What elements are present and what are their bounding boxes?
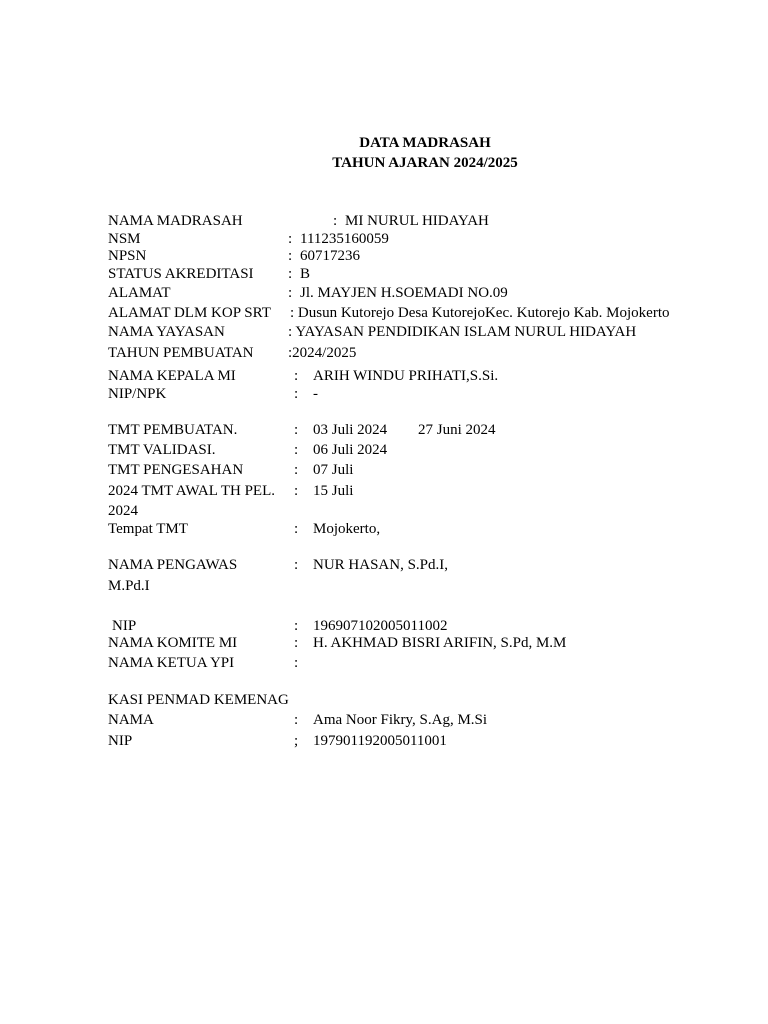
tempat-tmt-value: Mojokerto, — [313, 521, 381, 537]
alamat-separator: : — [288, 285, 293, 301]
nip-npk-value: - — [313, 386, 318, 402]
tmt-awal-wrap-text: 2024 — [108, 503, 138, 519]
nama-kepala-separator: : — [294, 368, 299, 384]
nsm-value: 111235160059 — [300, 231, 389, 247]
alamat-label: ALAMAT — [108, 285, 171, 301]
npsn-separator: : — [288, 248, 293, 264]
nama-ketua-ypi-separator: : — [294, 655, 299, 671]
tmt-pembuatan-label: TMT PEMBUATAN. — [108, 422, 238, 438]
nsm-separator: : — [288, 231, 293, 247]
nip-pengawas-label: NIP — [112, 618, 137, 634]
nama-komite-label: NAMA KOMITE MI — [108, 635, 238, 651]
tmt-pembuatan-separator: : — [294, 422, 299, 438]
nama-ketua-ypi-label: NAMA KETUA YPI — [108, 655, 235, 671]
nama-pengawas-wrap-text: M.Pd.I — [108, 578, 150, 594]
kasi-nip-value: 197901192005011001 — [313, 733, 447, 749]
tmt-pengesahan-value: 07 Juli — [313, 462, 354, 478]
kasi-nip-label: NIP — [108, 733, 133, 749]
tmt-awal-value: 15 Juli — [313, 483, 354, 499]
kasi-nama-label: NAMA — [108, 712, 154, 728]
nama-komite-separator: : — [294, 635, 299, 651]
tmt-validasi-separator: : — [294, 442, 299, 458]
npsn-value: 60717236 — [300, 248, 360, 264]
nip-pengawas-separator: : — [294, 618, 299, 634]
status-akreditasi-value: B — [300, 266, 311, 282]
kasi-heading: KASI PENMAD KEMENAG — [108, 692, 289, 708]
tmt-pembuatan-extra-date: 27 Juni 2024 — [418, 422, 496, 438]
kasi-nip-separator: ; — [294, 733, 299, 749]
tmt-pengesahan-separator: : — [294, 462, 299, 478]
tahun-pembuatan-label: TAHUN PEMBUATAN — [108, 345, 254, 361]
tempat-tmt-separator: : — [294, 521, 299, 537]
document-title: DATA MADRASAH — [359, 135, 491, 151]
status-akreditasi-separator: : — [288, 266, 293, 282]
nama-madrasah-value: MI NURUL HIDAYAH — [345, 213, 489, 229]
nama-yayasan-label: NAMA YAYASAN — [108, 324, 225, 340]
nip-npk-separator: : — [294, 386, 299, 402]
tahun-pembuatan-value: :2024/2025 — [288, 345, 357, 361]
alamat-kop-value: : Dusun Kutorejo Desa KutorejoKec. Kutorejo Kab. Mojokerto — [290, 305, 670, 321]
tmt-validasi-value: 06 Juli 2024 — [313, 442, 388, 458]
alamat-value: Jl. MAYJEN H.SOEMADI NO.09 — [300, 285, 508, 301]
nama-komite-value: H. AKHMAD BISRI ARIFIN, S.Pd, M.M — [313, 635, 567, 651]
nama-kepala-label: NAMA KEPALA MI — [108, 368, 236, 384]
nama-kepala-value: ARIH WINDU PRIHATI,S.Si. — [313, 368, 499, 384]
nip-pengawas-value: 196907102005011002 — [313, 618, 448, 634]
tmt-awal-separator: : — [294, 483, 299, 499]
npsn-label: NPSN — [108, 248, 147, 264]
tmt-awal-label: 2024 TMT AWAL TH PEL. — [108, 483, 275, 499]
document-subtitle: TAHUN AJARAN 2024/2025 — [332, 155, 518, 171]
status-akreditasi-label: STATUS AKREDITASI — [108, 266, 254, 282]
tmt-validasi-label: TMT VALIDASI. — [108, 442, 216, 458]
nip-npk-label: NIP/NPK — [108, 386, 167, 402]
tmt-pengesahan-label: TMT PENGESAHAN — [108, 462, 244, 478]
nama-pengawas-separator: : — [294, 557, 299, 573]
nama-madrasah-label: NAMA MADRASAH — [108, 213, 243, 229]
alamat-kop-label: ALAMAT DLM KOP SRT — [108, 305, 271, 321]
nama-pengawas-label: NAMA PENGAWAS — [108, 557, 238, 573]
tmt-pembuatan-value: 03 Juli 2024 — [313, 422, 388, 438]
nsm-label: NSM — [108, 231, 141, 247]
kasi-nama-value: Ama Noor Fikry, S.Ag, M.Si — [313, 712, 488, 728]
nama-yayasan-value: : YAYASAN PENDIDIKAN ISLAM NURUL HIDAYAH — [288, 324, 637, 340]
nama-madrasah-separator: : — [333, 213, 338, 229]
nama-pengawas-value: NUR HASAN, S.Pd.I, — [313, 557, 449, 573]
tempat-tmt-label: Tempat TMT — [108, 521, 188, 537]
kasi-nama-separator: : — [294, 712, 299, 728]
